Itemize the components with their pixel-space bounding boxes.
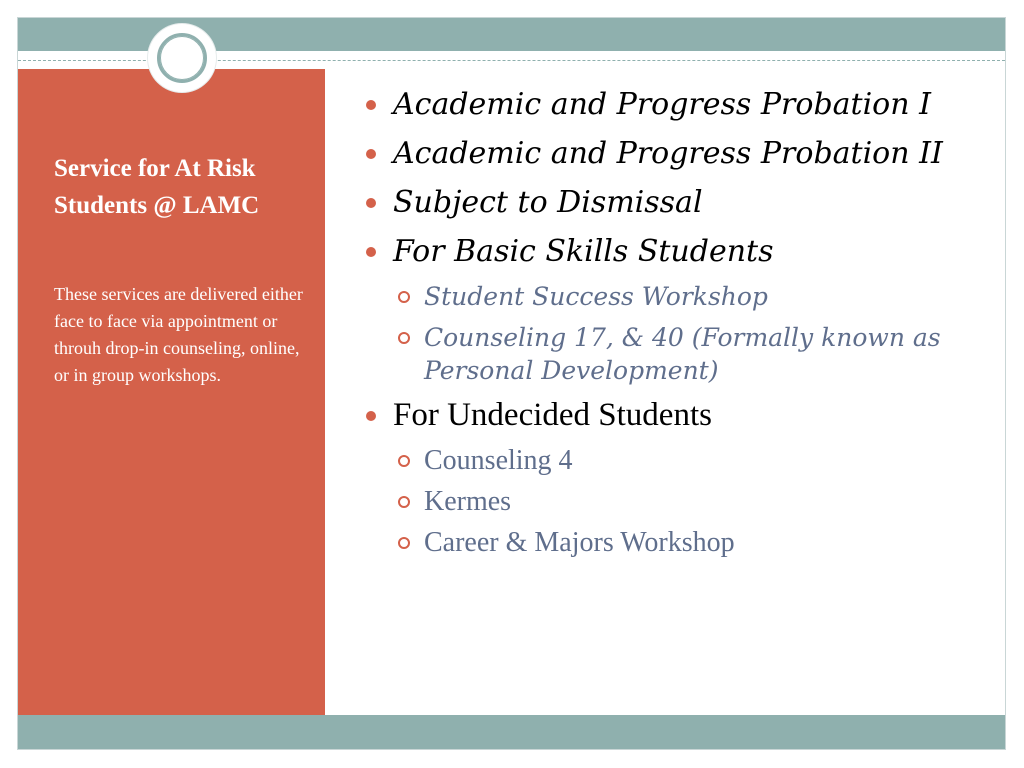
sidebar-panel — [18, 69, 325, 716]
sub-bullet-text: Student Success Workshop — [424, 282, 768, 311]
circle-badge-icon — [148, 24, 216, 92]
sub-bullet-item — [358, 485, 998, 518]
badge-inner-ring — [160, 36, 204, 80]
sub-bullet-ring-icon — [398, 537, 410, 549]
bullet-dot-icon — [366, 411, 376, 421]
sub-bullet-item — [358, 444, 998, 477]
bullet-text: Academic and Progress Probation I — [393, 87, 931, 122]
sub-bullet-ring-icon — [398, 455, 410, 467]
bullet-list — [358, 84, 998, 567]
bullet-dot-icon — [366, 198, 376, 208]
bullet-item — [358, 395, 998, 436]
bullet-text: Academic and Progress Probation II — [393, 136, 943, 171]
bullet-dot-icon — [366, 247, 376, 257]
bullet-dot-icon — [366, 100, 376, 110]
sub-bullet-ring-icon — [398, 291, 410, 303]
sub-bullet-text: Career & Majors Workshop — [424, 527, 735, 558]
bullet-item — [358, 133, 998, 174]
sub-bullet-text: Kermes — [424, 486, 512, 517]
sub-bullet-ring-icon — [398, 332, 410, 344]
slide — [17, 17, 1006, 750]
bullet-item — [358, 84, 998, 125]
bullet-text: For Undecided Students — [393, 397, 712, 433]
sidebar-description: These services are delivered either face to face via appointment or throuh drop-in counseling, online, or in group workshops. — [54, 284, 303, 385]
slide-title: Service for At Risk Students @ LAMC — [54, 155, 260, 219]
bullet-item — [358, 182, 998, 223]
sub-bullet-item — [358, 526, 998, 559]
bullet-text: Subject to Dismissal — [393, 185, 703, 220]
bullet-item — [358, 231, 998, 272]
sub-bullet-ring-icon — [398, 496, 410, 508]
bullet-dot-icon — [366, 149, 376, 159]
bottom-band — [18, 715, 1005, 749]
sub-bullet-item — [358, 280, 998, 313]
sub-bullet-text: Counseling 17, & 40 (Formally known as Personal Development) — [424, 323, 941, 385]
sub-bullet-item — [358, 321, 998, 387]
bullet-text: For Basic Skills Students — [393, 234, 774, 269]
sub-bullet-text: Counseling 4 — [424, 445, 573, 476]
